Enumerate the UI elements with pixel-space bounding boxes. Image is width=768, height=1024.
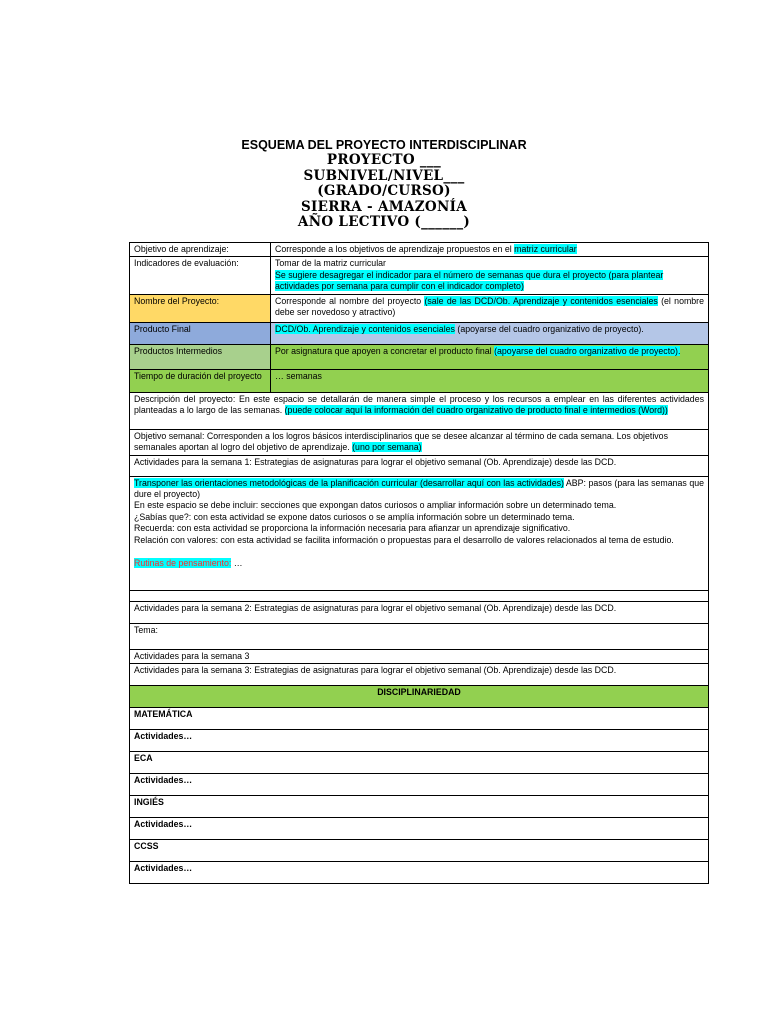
nombre-cell <box>271 294 709 322</box>
semana1-cell: Actividades para la semana 1: Estrategias de asignaturas para lograr el objetivo semanal (Ob. Aprendizaje) desde las DCD. <box>130 455 709 476</box>
intermedios-label: Productos Intermedios <box>130 344 271 369</box>
objetivo-highlight: matriz curricular <box>514 244 577 254</box>
rutinas-line <box>134 558 704 569</box>
objetivo-label: Objetivo de aprendizaje: <box>130 243 271 257</box>
transponer-tail: ABP: pasos (para las semanas que dure el proyecto) <box>134 477 704 499</box>
rutinas-label: Rutinas de pensamiento: <box>134 558 232 569</box>
semana1-row <box>130 455 709 476</box>
semana3-cell: Actividades para la semana 3: Estrategias de asignaturas para lograr el objetivo semanal (Ob. Aprendizaje) desde las DCD. <box>130 663 709 685</box>
intermedios-row <box>130 344 709 369</box>
subject-row <box>130 751 709 773</box>
nombre-highlight: (sale de las DCD/Ob. Aprendizaje y contenidos esenciales <box>424 295 658 306</box>
objetivo-cell <box>271 243 709 257</box>
subject-activities-row <box>130 861 709 883</box>
tiempo-row <box>130 369 709 392</box>
eca-cell: ECA <box>130 751 709 773</box>
espacio-line: En este espacio se debe incluir: secciones que expongan datos curiosos o ampliar información sobre un determinado tema. <box>134 500 617 511</box>
descripcion-row <box>130 392 709 429</box>
objetivo-semanal-cell <box>130 429 709 455</box>
semana1-detail-row <box>130 476 709 590</box>
objetivo-semanal-highlight: (uno por semana) <box>352 442 422 453</box>
semana3-row <box>130 663 709 685</box>
disciplinariedad-heading: DISCIPLINARIEDAD <box>130 685 709 707</box>
transponer-paragraph <box>134 478 704 501</box>
grado-title: (GRADO/CURSO) <box>317 183 451 199</box>
nombre-text: Corresponde al nombre del proyecto <box>275 295 425 306</box>
indicadores-cell <box>271 257 709 294</box>
indicadores-highlight: Se sugiere desagregar el indicador para el número de semanas que dura el proyecto (para plantear actividades por semana para cumplir con el indicador completo) <box>275 269 664 292</box>
tema-row <box>130 623 709 649</box>
descripcion-text: Descripción del proyecto: En este espacio se detallarán de manera simple el proceso y los recursos a emplear en las diferentes actividades planteadas a lo largo de las semanas. <box>134 393 704 416</box>
rutinas-tail: … <box>231 558 243 569</box>
objetivo-text: Corresponde a los objetivos de aprendizaje propuestos en el <box>275 244 515 254</box>
intermedios-cell <box>271 344 709 369</box>
indicadores-text: Tomar de la matriz curricular <box>275 258 386 269</box>
semana3-title-cell: Actividades para la semana 3 <box>130 649 709 663</box>
sabias-line: ¿Sabías que?: con esta actividad se expone datos curiosos o se amplía información sobre un determinado tema. <box>134 511 575 522</box>
ingles-activities: Actividades… <box>130 817 709 839</box>
semana2-cell: Actividades para la semana 2: Estrategias de asignaturas para lograr el objetivo semanal (Ob. Aprendizaje) desde las DCD. <box>130 601 709 623</box>
project-title: PROYECTO ___ <box>326 152 442 168</box>
subject-row <box>130 707 709 729</box>
subject-activities-row <box>130 773 709 795</box>
transponer-highlight: Transponer las orientaciones metodológicas de la planificación curricular (desarrollar aquí con las actividades) <box>134 477 564 488</box>
descripcion-cell <box>130 392 709 429</box>
school-year-title: AÑO LECTIVO (______) <box>297 214 471 230</box>
relacion-line: Relación con valores: con esta actividad se facilita información o propuestas para el desarrollo de valores relacionados al tema de estudio. <box>134 534 674 545</box>
descripcion-highlight: (puede colocar aquí la información del cuadro organizativo de producto final e intermedios (Word)) <box>284 405 668 416</box>
subject-activities-row <box>130 729 709 751</box>
tema-cell: Tema: <box>130 623 709 649</box>
producto-final-label: Producto Final <box>130 322 271 344</box>
subnivel-title: SUBNIVEL/NIVEL___ <box>303 168 465 184</box>
ccss-activities: Actividades… <box>130 861 709 883</box>
scheme-title: ESQUEMA DEL PROYECTO INTERDISCIPLINAR <box>241 138 527 152</box>
semana2-row <box>130 601 709 623</box>
tiempo-label: Tiempo de duración del proyecto <box>130 369 271 392</box>
producto-final-cell <box>271 322 709 344</box>
objetivo-row <box>130 243 709 257</box>
subject-row <box>130 795 709 817</box>
indicadores-label: Indicadores de evaluación: <box>130 257 271 294</box>
eca-activities: Actividades… <box>130 773 709 795</box>
indicadores-row <box>130 257 709 294</box>
nombre-row <box>130 294 709 322</box>
producto-final-row <box>130 322 709 344</box>
nombre-label: Nombre del Proyecto: <box>130 294 271 322</box>
objetivo-semanal-row <box>130 429 709 455</box>
subject-row <box>130 839 709 861</box>
project-scheme-table <box>129 242 709 884</box>
semana1-detail-cell <box>130 476 709 590</box>
ingles-cell: INGlÉS <box>130 795 709 817</box>
blank-cell <box>130 590 709 601</box>
matematica-cell: MATEMÁTICA <box>130 707 709 729</box>
recuerda-line: Recuerda: con esta actividad se proporciona la información necesaria para afianzar un aprendizaje significativo. <box>134 523 571 534</box>
objetivo-semanal-text: Objetivo semanal: Corresponden a los logros básicos interdisciplinarios que se desee alcanzar al término de cada semana. Los objetivos semanales aportan al logro del objetivo de aprendizaje. <box>134 430 668 453</box>
region-title: SIERRA - AMAZONÍA <box>300 199 467 215</box>
tiempo-value: … semanas <box>271 369 709 392</box>
disciplinariedad-row <box>130 685 709 707</box>
matematica-activities: Actividades… <box>130 729 709 751</box>
producto-final-tail: (apoyarse del cuadro organizativo de proyecto). <box>454 323 644 334</box>
producto-final-highlight: DCD/Ob. Aprendizaje y contenidos esenciales <box>275 323 455 334</box>
subject-activities-row <box>130 817 709 839</box>
ccss-cell: CCSS <box>130 839 709 861</box>
intermedios-highlight: (apoyarse del cuadro organizativo de proyecto). <box>494 345 681 356</box>
intermedios-text: Por asignatura que apoyen a concretar el producto final <box>275 345 495 356</box>
semana3-title-row <box>130 649 709 663</box>
blank-row <box>130 590 709 601</box>
nombre-tail: (el nombre debe ser novedoso y atractivo) <box>275 295 705 318</box>
